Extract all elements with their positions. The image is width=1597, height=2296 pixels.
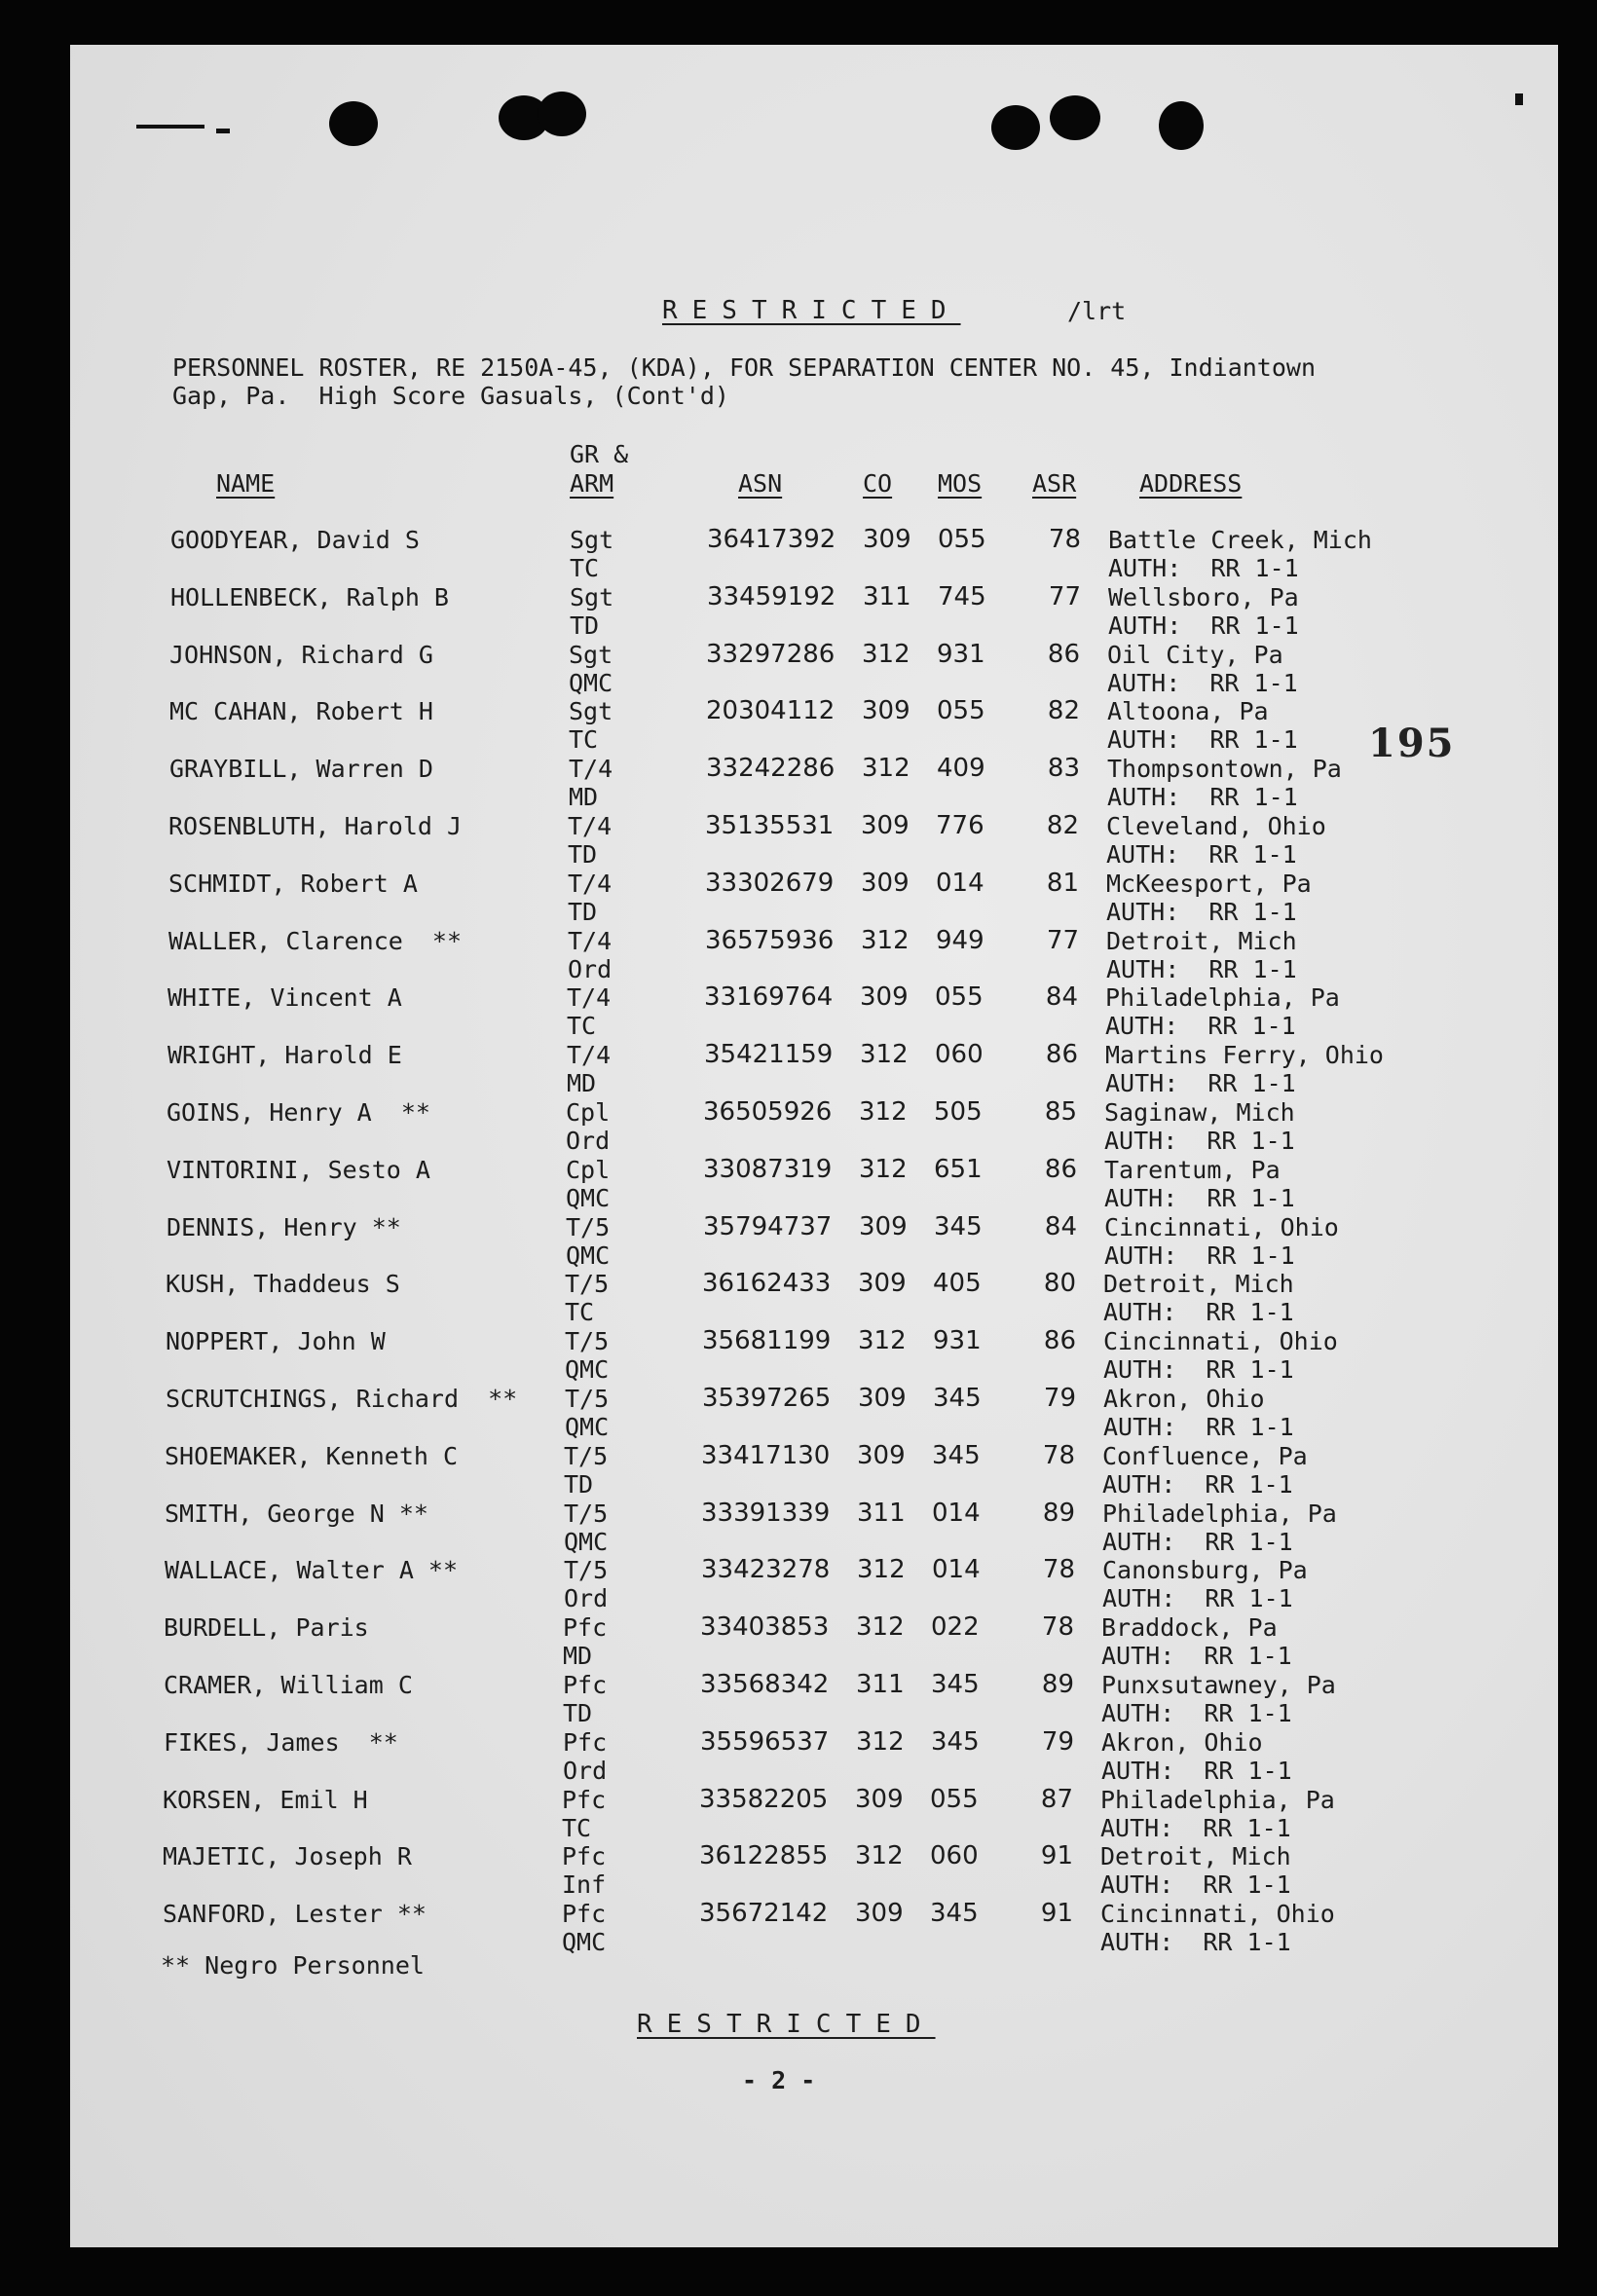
row-name: GOODYEAR, David S xyxy=(170,526,420,554)
row-arm: TD xyxy=(570,611,600,640)
row-grade: T/4 xyxy=(568,869,613,898)
row-address: Confluence, Pa xyxy=(1102,1441,1308,1470)
row-address: Detroit, Mich xyxy=(1103,1270,1294,1299)
row-arm: TC xyxy=(570,554,600,582)
row-arm: TC xyxy=(565,1298,595,1327)
row-asn: 33417130 xyxy=(701,1440,831,1470)
row-auth: AUTH: RR 1-1 xyxy=(1107,668,1298,697)
row-asr: 83 xyxy=(1047,754,1080,784)
row-auth: AUTH: RR 1-1 xyxy=(1100,1870,1291,1900)
row-mos: 060 xyxy=(930,1841,979,1871)
row-address: Battle Creek, Mich xyxy=(1108,526,1372,554)
row-arm: MD xyxy=(563,1642,593,1671)
ink-mark xyxy=(136,125,204,129)
row-co: 309 xyxy=(863,525,911,554)
row-asn: 33242286 xyxy=(706,754,836,784)
row-grade: Cpl xyxy=(566,1098,611,1127)
row-name: VINTORINI, Sesto A xyxy=(167,1155,430,1184)
row-grade: Sgt xyxy=(570,526,614,554)
row-co: 309 xyxy=(855,1899,904,1929)
row-grade: T/5 xyxy=(566,1212,611,1241)
row-address: Saginaw, Mich xyxy=(1104,1098,1295,1127)
row-mos: 345 xyxy=(933,1384,982,1413)
row-co: 312 xyxy=(858,1326,907,1356)
row-mos: 931 xyxy=(937,639,985,669)
row-asn: 35672142 xyxy=(699,1899,829,1929)
row-name: ROSENBLUTH, Harold J xyxy=(168,812,463,840)
restricted-footer: RESTRICTED xyxy=(637,2010,936,2039)
row-co: 312 xyxy=(859,1154,908,1184)
row-name: SANFORD, Lester ** xyxy=(163,1900,427,1929)
row-grade: Cpl xyxy=(566,1155,611,1184)
row-co: 312 xyxy=(857,1555,906,1585)
page-stamp: 195 xyxy=(1368,721,1456,766)
typist-initials: /lrt xyxy=(1067,297,1127,325)
row-name: DENNIS, Henry ** xyxy=(167,1212,401,1241)
row-asn: 33297286 xyxy=(706,639,836,669)
row-co: 312 xyxy=(855,1841,904,1871)
row-address: Punxsutawney, Pa xyxy=(1101,1671,1336,1699)
row-co: 312 xyxy=(856,1612,905,1643)
restricted-header: RESTRICTED xyxy=(662,296,961,325)
row-name: HOLLENBECK, Ralph B xyxy=(170,582,449,611)
row-asn: 33087319 xyxy=(703,1154,833,1184)
row-auth: AUTH: RR 1-1 xyxy=(1100,1813,1291,1842)
row-address: Detroit, Mich xyxy=(1100,1842,1291,1871)
row-address: McKeesport, Pa xyxy=(1106,869,1312,898)
row-name: SHOEMAKER, Kenneth C xyxy=(165,1441,459,1470)
row-co: 309 xyxy=(858,1384,907,1413)
row-asr: 89 xyxy=(1041,1670,1074,1699)
row-co: 312 xyxy=(860,1040,909,1070)
row-arm: TC xyxy=(567,1012,597,1041)
row-grade: T/4 xyxy=(567,983,612,1013)
row-asr: 87 xyxy=(1040,1784,1073,1814)
row-name: KORSEN, Emil H xyxy=(163,1785,368,1814)
column-header-asn: ASN xyxy=(738,469,783,498)
row-address: Akron, Ohio xyxy=(1101,1727,1263,1757)
row-auth: AUTH: RR 1-1 xyxy=(1108,611,1299,640)
row-auth: AUTH: RR 1-1 xyxy=(1101,1756,1292,1785)
row-name: SMITH, George N ** xyxy=(165,1499,428,1528)
row-co: 309 xyxy=(862,696,910,726)
row-address: Detroit, Mich xyxy=(1106,926,1297,955)
row-asn: 36122855 xyxy=(699,1841,829,1871)
row-asn: 33302679 xyxy=(705,868,835,898)
row-co: 309 xyxy=(861,811,910,840)
row-asr: 78 xyxy=(1048,525,1081,554)
row-asr: 86 xyxy=(1045,1040,1078,1070)
row-arm: MD xyxy=(569,783,599,812)
row-name: CRAMER, William C xyxy=(164,1671,413,1699)
binder-hole xyxy=(538,92,586,136)
row-arm: TD xyxy=(568,840,598,869)
row-co: 309 xyxy=(861,868,910,898)
row-co: 311 xyxy=(863,581,911,611)
row-address: Wellsboro, Pa xyxy=(1108,582,1299,611)
row-grade: T/5 xyxy=(565,1327,610,1356)
row-co: 312 xyxy=(861,925,910,955)
row-grade: T/4 xyxy=(568,812,613,840)
row-mos: 409 xyxy=(937,754,985,784)
row-name: FIKES, James ** xyxy=(164,1727,398,1757)
row-address: Thompsontown, Pa xyxy=(1107,755,1342,784)
row-address: Philadelphia, Pa xyxy=(1100,1785,1335,1814)
row-arm: Ord xyxy=(566,1127,611,1155)
row-asn: 36417392 xyxy=(707,525,836,554)
column-header-address: ADDRESS xyxy=(1139,469,1243,498)
row-auth: AUTH: RR 1-1 xyxy=(1104,1127,1295,1155)
row-grade: Sgt xyxy=(569,697,613,726)
row-arm: TD xyxy=(564,1469,594,1499)
row-name: WHITE, Vincent A xyxy=(167,983,402,1013)
row-address: Martins Ferry, Ohio xyxy=(1105,1041,1384,1070)
row-auth: AUTH: RR 1-1 xyxy=(1106,954,1297,983)
row-grade: Sgt xyxy=(570,582,614,611)
row-asr: 79 xyxy=(1041,1726,1074,1757)
row-name: KUSH, Thaddeus S xyxy=(166,1270,400,1299)
row-arm: TD xyxy=(568,897,598,926)
row-auth: AUTH: RR 1-1 xyxy=(1107,783,1298,812)
row-arm: TC xyxy=(569,725,599,755)
row-asn: 33391339 xyxy=(701,1498,831,1528)
row-address: Canonsburg, Pa xyxy=(1102,1556,1308,1585)
row-arm: QMC xyxy=(564,1527,609,1556)
row-address: Akron, Ohio xyxy=(1103,1385,1265,1413)
row-asn: 35794737 xyxy=(703,1211,833,1241)
row-mos: 345 xyxy=(932,1440,981,1470)
row-asn: 33459192 xyxy=(707,581,836,611)
binder-hole xyxy=(1050,95,1100,140)
row-asr: 81 xyxy=(1046,868,1079,898)
row-asr: 78 xyxy=(1042,1555,1075,1585)
row-name: BURDELL, Paris xyxy=(164,1613,369,1643)
row-mos: 949 xyxy=(936,925,984,955)
row-address: Cincinnati, Ohio xyxy=(1103,1327,1338,1356)
row-arm: Ord xyxy=(563,1756,608,1785)
row-name: GOINS, Henry A ** xyxy=(167,1098,430,1127)
row-asr: 78 xyxy=(1042,1440,1075,1470)
row-auth: AUTH: RR 1-1 xyxy=(1102,1527,1293,1556)
row-arm: Inf xyxy=(562,1870,607,1900)
row-mos: 345 xyxy=(934,1211,983,1241)
row-arm: QMC xyxy=(569,668,613,697)
row-mos: 014 xyxy=(936,868,984,898)
row-asr: 84 xyxy=(1044,1211,1077,1241)
row-asr: 86 xyxy=(1044,1154,1077,1184)
row-address: Braddock, Pa xyxy=(1101,1613,1278,1643)
row-grade: T/5 xyxy=(564,1499,609,1528)
row-auth: AUTH: RR 1-1 xyxy=(1102,1584,1293,1613)
column-header-mos: MOS xyxy=(938,469,983,498)
row-auth: AUTH: RR 1-1 xyxy=(1103,1298,1294,1327)
row-asr: 80 xyxy=(1043,1269,1076,1299)
column-header-arm: ARM xyxy=(570,469,614,498)
row-grade: T/4 xyxy=(567,1041,612,1070)
row-co: 312 xyxy=(856,1726,905,1757)
row-mos: 345 xyxy=(931,1726,980,1757)
row-co: 309 xyxy=(857,1440,906,1470)
row-asr: 77 xyxy=(1048,581,1081,611)
row-grade: Sgt xyxy=(569,640,613,669)
row-address: Philadelphia, Pa xyxy=(1102,1499,1337,1528)
row-co: 309 xyxy=(859,1211,908,1241)
row-arm: QMC xyxy=(565,1413,610,1441)
row-auth: AUTH: RR 1-1 xyxy=(1100,1928,1291,1957)
row-grade: T/5 xyxy=(564,1441,609,1470)
row-co: 309 xyxy=(855,1784,904,1814)
row-address: Altoona, Pa xyxy=(1107,697,1269,726)
row-arm: QMC xyxy=(562,1928,607,1957)
column-header-name: NAME xyxy=(216,469,276,498)
ink-mark xyxy=(1515,93,1523,105)
row-co: 309 xyxy=(858,1269,907,1299)
row-mos: 055 xyxy=(935,982,984,1013)
row-asr: 89 xyxy=(1042,1498,1075,1528)
row-address: Cincinnati, Ohio xyxy=(1100,1900,1335,1929)
page-number: - 2 - xyxy=(742,2066,816,2094)
row-name: NOPPERT, John W xyxy=(166,1327,386,1356)
row-mos: 055 xyxy=(938,525,986,554)
row-co: 311 xyxy=(857,1498,906,1528)
row-name: MAJETIC, Joseph R xyxy=(163,1842,412,1871)
row-grade: T/5 xyxy=(565,1385,610,1413)
row-asr: 82 xyxy=(1047,696,1080,726)
row-grade: Pfc xyxy=(563,1613,608,1643)
row-asn: 33568342 xyxy=(700,1670,830,1699)
row-grade: T/4 xyxy=(569,755,613,784)
row-arm: QMC xyxy=(566,1183,611,1212)
binder-hole xyxy=(1159,101,1204,150)
row-auth: AUTH: RR 1-1 xyxy=(1106,840,1297,869)
row-name: WALLER, Clarence ** xyxy=(168,926,463,955)
row-name: WALLACE, Walter A ** xyxy=(165,1556,459,1585)
row-auth: AUTH: RR 1-1 xyxy=(1105,1012,1296,1041)
row-asn: 35397265 xyxy=(702,1384,832,1413)
row-grade: T/4 xyxy=(568,926,613,955)
row-asn: 35596537 xyxy=(700,1726,830,1757)
row-grade: Pfc xyxy=(563,1671,608,1699)
row-mos: 055 xyxy=(930,1784,979,1814)
row-auth: AUTH: RR 1-1 xyxy=(1104,1183,1295,1212)
row-mos: 055 xyxy=(937,696,985,726)
row-auth: AUTH: RR 1-1 xyxy=(1104,1241,1295,1270)
row-auth: AUTH: RR 1-1 xyxy=(1102,1469,1293,1499)
row-mos: 776 xyxy=(936,811,984,840)
row-asr: 82 xyxy=(1046,811,1079,840)
row-mos: 651 xyxy=(934,1154,983,1184)
row-name: SCHMIDT, Robert A xyxy=(168,869,418,898)
row-arm: MD xyxy=(567,1069,597,1098)
roster-subtitle: Gap, Pa. High Score Gasuals, (Cont'd) xyxy=(172,382,729,410)
row-asn: 33423278 xyxy=(701,1555,831,1585)
row-grade: Pfc xyxy=(562,1785,607,1814)
row-asr: 91 xyxy=(1040,1841,1073,1871)
row-address: Tarentum, Pa xyxy=(1104,1155,1281,1184)
row-co: 312 xyxy=(862,639,910,669)
column-header-gr: GR & xyxy=(570,440,629,468)
row-mos: 345 xyxy=(930,1899,979,1929)
row-asn: 36162433 xyxy=(702,1269,832,1299)
row-asn: 36505926 xyxy=(703,1097,833,1127)
row-auth: AUTH: RR 1-1 xyxy=(1103,1355,1294,1385)
row-auth: AUTH: RR 1-1 xyxy=(1105,1069,1296,1098)
row-arm: QMC xyxy=(566,1241,611,1270)
row-address: Philadelphia, Pa xyxy=(1105,983,1340,1013)
row-mos: 345 xyxy=(931,1670,980,1699)
row-asr: 91 xyxy=(1040,1899,1073,1929)
row-asn: 20304112 xyxy=(706,696,836,726)
row-asr: 77 xyxy=(1046,925,1079,955)
row-co: 312 xyxy=(859,1097,908,1127)
row-asn: 33403853 xyxy=(700,1612,830,1643)
row-asr: 84 xyxy=(1045,982,1078,1013)
row-mos: 931 xyxy=(933,1326,982,1356)
row-asn: 33169764 xyxy=(704,982,834,1013)
row-asn: 35421159 xyxy=(704,1040,834,1070)
row-asr: 86 xyxy=(1047,639,1080,669)
row-name: MC CAHAN, Robert H xyxy=(169,697,433,726)
row-asn: 35681199 xyxy=(702,1326,832,1356)
row-grade: T/5 xyxy=(564,1556,609,1585)
row-co: 309 xyxy=(860,982,909,1013)
row-asn: 35135531 xyxy=(705,811,835,840)
row-mos: 022 xyxy=(931,1612,980,1643)
row-grade: Pfc xyxy=(562,1900,607,1929)
row-asn: 36575936 xyxy=(705,925,835,955)
row-name: JOHNSON, Richard G xyxy=(169,640,433,669)
row-name: SCRUTCHINGS, Richard ** xyxy=(166,1385,518,1413)
column-header-asr: ASR xyxy=(1032,469,1077,498)
row-mos: 060 xyxy=(935,1040,984,1070)
row-arm: Ord xyxy=(564,1584,609,1613)
row-auth: AUTH: RR 1-1 xyxy=(1106,897,1297,926)
row-mos: 405 xyxy=(933,1269,982,1299)
row-address: Cincinnati, Ohio xyxy=(1104,1212,1339,1241)
row-name: WRIGHT, Harold E xyxy=(167,1041,402,1070)
row-grade: T/5 xyxy=(565,1270,610,1299)
row-arm: TD xyxy=(563,1699,593,1727)
row-asr: 86 xyxy=(1043,1326,1076,1356)
row-asr: 85 xyxy=(1044,1097,1077,1127)
row-mos: 505 xyxy=(934,1097,983,1127)
row-mos: 745 xyxy=(938,581,986,611)
roster-title: PERSONNEL ROSTER, RE 2150A-45, (KDA), FOR SEPARATION CENTER NO. 45, Indiantown xyxy=(172,353,1316,382)
row-co: 312 xyxy=(862,754,910,784)
row-auth: AUTH: RR 1-1 xyxy=(1107,725,1298,755)
row-arm: Ord xyxy=(568,954,613,983)
row-auth: AUTH: RR 1-1 xyxy=(1101,1699,1292,1727)
row-auth: AUTH: RR 1-1 xyxy=(1103,1413,1294,1441)
row-asr: 78 xyxy=(1041,1612,1074,1643)
binder-hole xyxy=(991,105,1040,150)
row-asr: 79 xyxy=(1043,1384,1076,1413)
row-arm: QMC xyxy=(565,1355,610,1385)
ink-mark xyxy=(216,129,230,133)
row-mos: 014 xyxy=(932,1555,981,1585)
row-mos: 014 xyxy=(932,1498,981,1528)
row-co: 311 xyxy=(856,1670,905,1699)
row-auth: AUTH: RR 1-1 xyxy=(1108,554,1299,582)
row-address: Cleveland, Ohio xyxy=(1106,812,1326,840)
row-auth: AUTH: RR 1-1 xyxy=(1101,1642,1292,1671)
row-grade: Pfc xyxy=(563,1727,608,1757)
binder-hole xyxy=(329,101,378,146)
row-name: GRAYBILL, Warren D xyxy=(169,755,433,784)
row-arm: TC xyxy=(562,1813,592,1842)
column-header-co: CO xyxy=(863,469,893,498)
row-grade: Pfc xyxy=(562,1842,607,1871)
row-asn: 33582205 xyxy=(699,1784,829,1814)
row-address: Oil City, Pa xyxy=(1107,640,1283,669)
footnote: ** Negro Personnel xyxy=(161,1951,425,1980)
